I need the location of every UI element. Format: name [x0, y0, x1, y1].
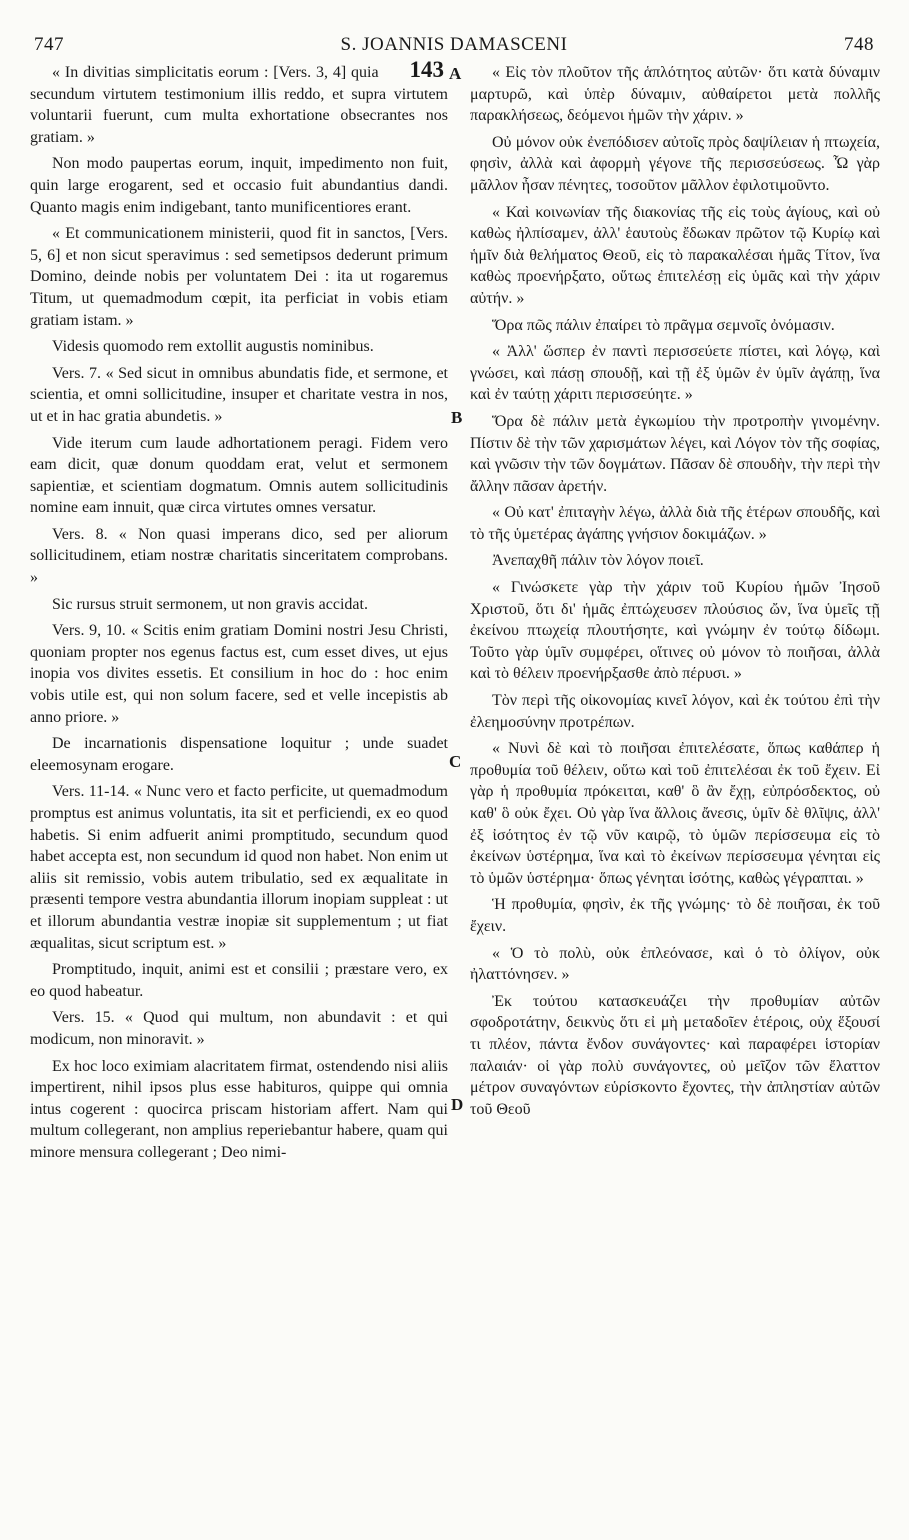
margin-letter-a: A — [449, 64, 462, 83]
running-title: S. JOANNIS DAMASCENI — [340, 34, 568, 55]
greek-paragraph: « Οὐ κατ' ἐπιταγὴν λέγω, ἀλλὰ διὰ τῆς ἑτέρων σπουδῆς, καὶ τὸ τῆς ὑμετέρας ἀγάπης γνήσιον δοκιμάζων. » — [470, 504, 880, 543]
latin-paragraph: Vers. 11-14. « Nunc vero et facto perficite, ut quemadmodum promptus est animus voluntatis, ita sit et perficiendi, ex eo quod habetis. Si enim adfuerit animi promptitudo, secundum quod habet accepta est, non secundum id quod non habet. Non enim ut aliis sit remissio, vobis autem tribulatio, sed ex æqualitate in præsenti tempore vestra abundantia illorum inopiam suppleat : ut et illorum abundantia vestræ inopiæ sit supplementum ; ut fiat æqualitas, sicut scriptum est. » — [30, 783, 448, 952]
latin-paragraph: « In divitias simplicitatis eorum : [Vers. 3, 4] quia 143 secundum virtutem testimonium illis reddo, et supra virtutem voluntarii fuerunt, cum multa exhortatione obsecrantes nos gratiam. » — [30, 57, 448, 146]
greek-paragraph: « Καὶ κοινωνίαν τῆς διακονίας τῆς εἰς τοὺς ἁγίους, καὶ οὐ καθὼς ἠλπίσαμεν, ἀλλ' ἑαυτοὺς ἔδωκαν πρῶτον τῷ Κυρίῳ καὶ ἡμῖν διὰ θελήματος Θεοῦ, εἰς τὸ παρακαλέσαι ἡμᾶς Τίτον, ἵνα καθὼς προενήρξατο, οὕτως ἐπιτελέσῃ εἰς ὑμᾶς καὶ τὴν χάριν αὐτήν. » — [470, 203, 880, 307]
greek-paragraph: « Ἀλλ' ὥσπερ ἐν παντὶ περισσεύετε πίστει, καὶ λόγῳ, καὶ γνώσει, καὶ πάσῃ σπουδῇ, καὶ τῇ ἐξ ὑμῶν ἐν ὑμῖν ἀγάπῃ, ἵνα καὶ ἐν ταύτῃ χάριτι περισσεύητε. » — [470, 343, 880, 404]
page-number-right: 748 — [844, 34, 874, 55]
latin-paragraph: Sic rursus struit sermonem, ut non gravis accidat. — [52, 595, 368, 613]
page-header — [34, 34, 874, 58]
greek-paragraph: « Εἰς τὸν πλοῦτον τῆς ἁπλότητος αὐτῶν· ὅτι κατὰ δύναμιν μαρτυρῶ, καὶ ὑπὲρ δύναμιν, αὐθαίρετοι μετὰ πολλῆς παρακλήσεως, δεόμενοι ἡμῶν τὴν χάριν. » — [470, 64, 880, 125]
latin-paragraph: Ex hoc loco eximiam alacritatem firmat, ostendendo nisi aliis impertirent, nihil ipsos plus esse habituros, quippe qui omnia intus cogerent : quocirca priscam historiam affert. Nam qui multum collegerant, non amplius reperiebantur habere, quam qui minore mensura collegerant ; Deo nimi- — [30, 1057, 448, 1161]
latin-paragraph: Vide iterum cum laude adhortationem peragi. Fidem vero eam dicit, quæ donum quoddam erat, velut et sermonem sapientiæ, et scientiam dogmatum. Omnis autem sollicitudinis nomine eam innuit, quæ circa virtutes omnes versatur. — [30, 434, 448, 517]
greek-paragraph: « Νυνὶ δὲ καὶ τὸ ποιῆσαι ἐπιτελέσατε, ὅπως καθάπερ ἡ προθυμία τοῦ θέλειν, οὕτω καὶ τοῦ ἐπιτελέσαι ἐκ τοῦ ἔχειν. Εἰ γὰρ ἡ προθυμία πρόκειται, καθ' ὃ ἂν ἔχῃ, εὐπρόσδεκτος, οὐ καθ' ὃ οὐκ ἔχει. Οὐ γὰρ ἵνα ἄλλοις ἄνεσις, ὑμῖν δὲ θλῖψις, ἀλλ' ἐξ ἰσότητος ἐν τῷ νῦν καιρῷ, τὸ ὑμῶν περίσσευμα εἰς τὸ ἐκείνων ὑστέρημα, ἵνα καὶ τὸ ἐκείνων περίσσευμα γένηται εἰς τὸ ὑμῶν ὑστέρημα· ὅπως γένηται ἰσότης, καθὼς γέγραπται. » — [470, 740, 880, 887]
latin-paragraph: Vers. 7. « Sed sicut in omnibus abundatis fide, et sermone, et scientia, et omni sollicitudine, insuper et charitate vestra in nos, ut et in hac gratia abundetis. » — [30, 364, 448, 425]
latin-paragraph: Vers. 8. « Non quasi imperans dico, sed per aliorum sollicitudinem, etiam nostræ charitatis sinceritatem comprobans. » — [30, 525, 448, 587]
latin-paragraph: Vers. 9, 10. « Scitis enim gratiam Domini nostri Jesu Christi, quoniam propter nos egenus factus est, cum esset dives, ut ejus inopia vos divites essetis. Et consilium in hoc do : hoc enim vobis utile est, qui non solum facere, sed et velle incepistis ab anno priore. » — [30, 622, 448, 726]
margin-letter-d: D — [451, 1095, 464, 1114]
marginal-number: 143 — [409, 57, 444, 82]
greek-column — [470, 62, 880, 1125]
latin-paragraph: Promptitudo, inquit, animi est et consilii ; præstare vero, ex eo quod habeatur. — [30, 961, 448, 1000]
greek-paragraph: Ὅρα πῶς πάλιν ἐπαίρει τὸ πρᾶγμα σεμνοῖς ὀνόμασιν. — [492, 316, 835, 334]
latin-paragraph: Videsis quomodo rem extollit augustis nominibus. — [52, 338, 374, 356]
margin-letter-c: C — [449, 752, 462, 771]
latin-paragraph: Vers. 15. « Quod qui multum, non abundavit : et qui modicum, non minoravit. » — [30, 1009, 448, 1048]
greek-paragraph: Ἡ προθυμία, φησὶν, ἐκ τῆς γνώμης· τὸ δὲ ποιῆσαι, ἐκ τοῦ ἔχειν. — [470, 896, 880, 935]
greek-paragraph: Τὸν περὶ τῆς οἰκονομίας κινεῖ λόγον, καὶ ἐκ τούτου ἐπὶ τὴν ἐλεημοσύνην προτρέπων. — [470, 692, 880, 731]
greek-paragraph: Ὅρα δὲ πάλιν μετὰ ἐγκωμίου τὴν προτροπὴν γινομένην. Πίστιν δὲ τὴν τῶν χαρισμάτων λέγει, καὶ Λόγον τὸν τῆς σοφίας, καὶ γνῶσιν τὴν τῶν δογμάτων. Πᾶσαν δὲ σπουδὴν, τὴν περὶ τὴν ἄλλην πᾶσαν ἀρετήν. — [470, 412, 880, 495]
greek-paragraph: « Ὁ τὸ πολὺ, οὐκ ἐπλεόνασε, καὶ ὁ τὸ ὀλίγον, οὐκ ἠλαττόνησεν. » — [470, 944, 880, 984]
greek-paragraph: Οὐ μόνον οὐκ ἐνεπόδισεν αὐτοῖς πρὸς δαψίλειαν ἡ πτωχεία, φησὶν, ἀλλὰ καὶ ἀφορμὴ γέγονε τῆς περισσεύσεως. Ὧ γὰρ μᾶλλον ἦσαν πένητες, τοσοῦτον μᾶλλον ἐφιλοτιμοῦντο. — [470, 133, 880, 194]
latin-paragraph: « Et communicationem ministerii, quod fit in sanctos, [Vers. 5, 6] et non sicut speravimus : sed semetipsos dederunt primum Domino, deinde nobis per voluntatem Dei : ita ut rogaremus Titum, ut quemadmodum cœpit, ita perficiat in vobis etiam gratiam istam. » — [30, 225, 448, 329]
latin-paragraph: De incarnationis dispensatione loquitur ; unde suadet eleemosynam erogare. — [30, 735, 448, 774]
greek-paragraph: Ἀνεπαχθῆ πάλιν τὸν λόγον ποιεῖ. — [492, 552, 704, 570]
greek-paragraph: « Γινώσκετε γὰρ τὴν χάριν τοῦ Κυρίου ἡμῶν Ἰησοῦ Χριστοῦ, ὅτι δι' ἡμᾶς ἐπτώχευσεν πλούσιος ὤν, ἵνα ὑμεῖς τῇ ἐκείνου πτωχείᾳ πλουτήσητε, καὶ γνώμην ἐν τούτῳ δίδωμι. Τοῦτο γὰρ ὑμῖν συμφέρει, οἵτινες οὐ μόνον τὸ ποιῆσαι, ἀλλὰ καὶ τὸ θέλειν προενήρξασθε ἀπὸ πέρυσι. » — [470, 579, 880, 683]
latin-column — [30, 57, 448, 1169]
margin-letter-b: B — [451, 408, 463, 427]
greek-paragraph: Ἐκ τούτου κατασκευάζει τὴν προθυμίαν αὐτῶν σφοδροτάτην, δεικνὺς ὅτι εἰ μὴ μεταδοῖεν ἑτέροις, οὐχ ἕξουσί τι πλέον, πάντα ἔνδον συνάγοντες· καὶ παραφέρει ἱστορίαν παλαιάν· οἱ γὰρ πολὺ συνάγοντες, οὐ μεῖζον τῶν ἔλαττον μέτρον συναγόντων εὑρίσκοντο ἔχοντες, τὴν ἀπληστίαν αὐτῶν τοῦ Θεοῦ — [470, 992, 880, 1118]
latin-paragraph: Non modo paupertas eorum, inquit, impedimento non fuit, quin large erogarent, sed et occasio fuit abundantius dandi. Quanto magis enim indigebant, tanto munificentiores erant. — [30, 155, 448, 216]
page-number-left: 747 — [34, 34, 64, 55]
